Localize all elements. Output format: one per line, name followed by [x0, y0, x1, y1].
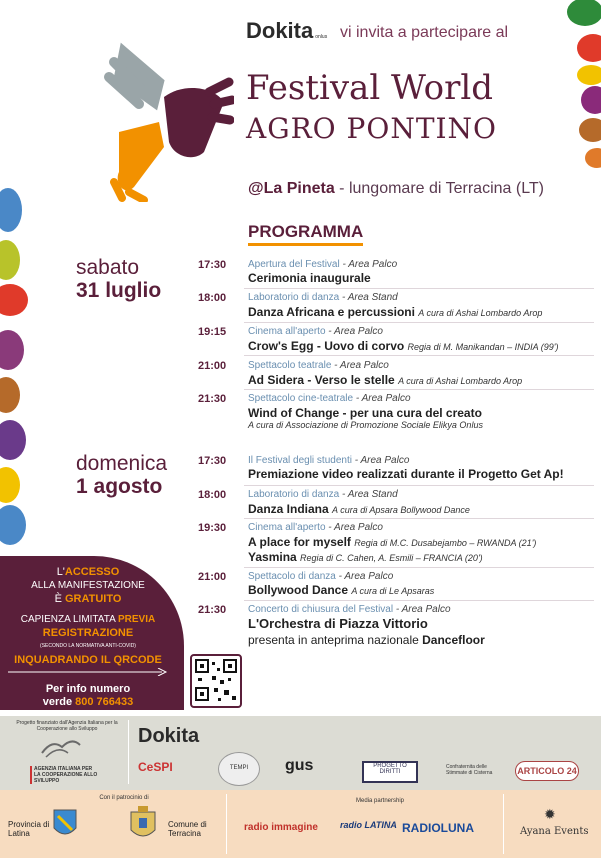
ayana-star-icon: ✹ [544, 806, 556, 822]
radio-latina-logo: radio LATINA [340, 820, 397, 830]
media-partnership-label: Media partnership [355, 798, 405, 804]
event-title: L'Orchestra di Piazza Vittorio [248, 616, 428, 631]
cespi-logo: CeSPI [138, 760, 173, 774]
provincia-crest-icon [52, 808, 78, 840]
radio-immagine-logo: radio immagine [244, 822, 318, 833]
provincia-name: Provincia di Latina [8, 820, 50, 838]
divider [503, 794, 504, 854]
confraternita-logo: Confraternita delle Stimmate di Cisterna [446, 764, 493, 776]
event-title: Wind of Change - per una cura del creato [248, 406, 482, 420]
event-time: 17:30 [198, 259, 227, 271]
event-time: 21:30 [198, 393, 227, 405]
aics-name: AGENZIA ITALIANA PER LA COOPERAZIONE ALLO SVILUPPO [30, 766, 100, 784]
access-info-box: L'ACCESSO ALLA MANIFESTAZIONE È GRATUITO CAPIENZA LIMITATA PREVIA REGISTRAZIONE (SECONDO LA NORMATIVA ANTI-COVID) INQUADRANDO IL QRCODE Per info numero verde 800 766433 [0, 556, 184, 710]
event-time: 17:30 [198, 455, 227, 467]
event-time: 19:15 [198, 326, 227, 338]
event-time: 19:30 [198, 522, 227, 534]
festival-title: Festival World [246, 68, 493, 108]
event-title: Bollywood Dance A cura di Le Apsaras [248, 583, 435, 597]
festival-subtitle: AGRO PONTINO [246, 112, 498, 145]
event-category: Laboratorio di danza - Area Stand [248, 292, 398, 303]
gus-logo: gus [285, 757, 314, 774]
event-category: Cinema all'aperto - Area Palco [248, 326, 383, 337]
event-time: 21:00 [198, 571, 227, 583]
event-category: Spettacolo teatrale - Area Palco [248, 360, 389, 371]
hands-decoration-left [0, 180, 36, 580]
radio-luna-logo: RADIOLUNA [402, 821, 474, 835]
event-time: 18:00 [198, 489, 227, 501]
event-title: Danza Indiana A cura di Apsara Bollywood Dance [248, 502, 470, 516]
programma-heading: PROGRAMMA [248, 222, 363, 246]
event-title: Yasmina Regia di C. Cahen, A. Esmili – FRANCIA (20') [248, 550, 483, 564]
qr-code[interactable] [190, 654, 242, 708]
event-category: Apertura del Festival - Area Palco [248, 259, 398, 270]
event-category: Laboratorio di danza - Area Stand [248, 489, 398, 500]
event-subtitle: presenta in anteprima nazionale Dancefloor [248, 633, 485, 647]
event-note: A cura di Associazione di Promozione Sociale Elikya Onlus [248, 420, 483, 430]
event-time: 18:00 [198, 292, 227, 304]
aics-logo-icon [38, 735, 84, 759]
event-time: 21:00 [198, 360, 227, 372]
patrocinio-label: Con il patrocinio di [99, 795, 149, 801]
comune-name: Comune di Terracina [168, 820, 207, 838]
event-title: A place for myself Regia di M.C. Dusabejambo – RWANDA (21') [248, 535, 537, 549]
comune-crest-icon [128, 806, 158, 842]
funded-note: Progetto finanziato dall'Agenzia Italiana per la Cooperazione allo Sviluppo [16, 720, 118, 732]
event-title: Ad Sidera - Verso le stelle A cura di Ashai Lombardo Arop [248, 373, 523, 387]
hands-decoration-right [545, 0, 601, 170]
divider [226, 794, 227, 854]
event-title: Crow's Egg - Uovo di corvo Regia di M. Manikandan – INDIA (99') [248, 339, 559, 353]
ayana-events-logo: Ayana Events [520, 826, 589, 837]
event-title: Cerimonia inaugurale [248, 271, 371, 285]
event-category: Spettacolo di danza - Area Palco [248, 571, 394, 582]
tempi-moderni-logo: TEMPI [218, 752, 260, 786]
event-category: Concerto di chiusura del Festival - Area Palco [248, 604, 451, 615]
day-label: sabato 31 luglio [76, 256, 162, 302]
event-category: Cinema all'aperto - Area Palco [248, 522, 383, 533]
arrow-right-icon [8, 663, 168, 671]
day-label: domenica 1 agosto [76, 452, 168, 498]
brand-logo: Dokita onlus [246, 18, 328, 43]
event-time: 21:30 [198, 604, 227, 616]
event-title: Premiazione video realizzati durante il Progetto Get Ap! [248, 467, 564, 481]
event-category: Il Festival degli studenti - Area Palco [248, 455, 410, 466]
progetto-diritti-logo: PROGETTO DIRITTI [362, 761, 418, 783]
divider [128, 720, 129, 784]
hands-logo [104, 42, 234, 202]
venue: @La Pineta - lungomare di Terracina (LT) [248, 180, 544, 197]
articolo24-logo: ARTICOLO 24 [515, 761, 579, 781]
footer-brand-logo: Dokita [138, 725, 200, 747]
event-title: Danza Africana e percussioni A cura di Ashai Lombardo Arop [248, 305, 543, 319]
event-category: Spettacolo cine-teatrale - Area Palco [248, 393, 411, 404]
invite-text: vi invita a partecipare al [340, 24, 509, 41]
